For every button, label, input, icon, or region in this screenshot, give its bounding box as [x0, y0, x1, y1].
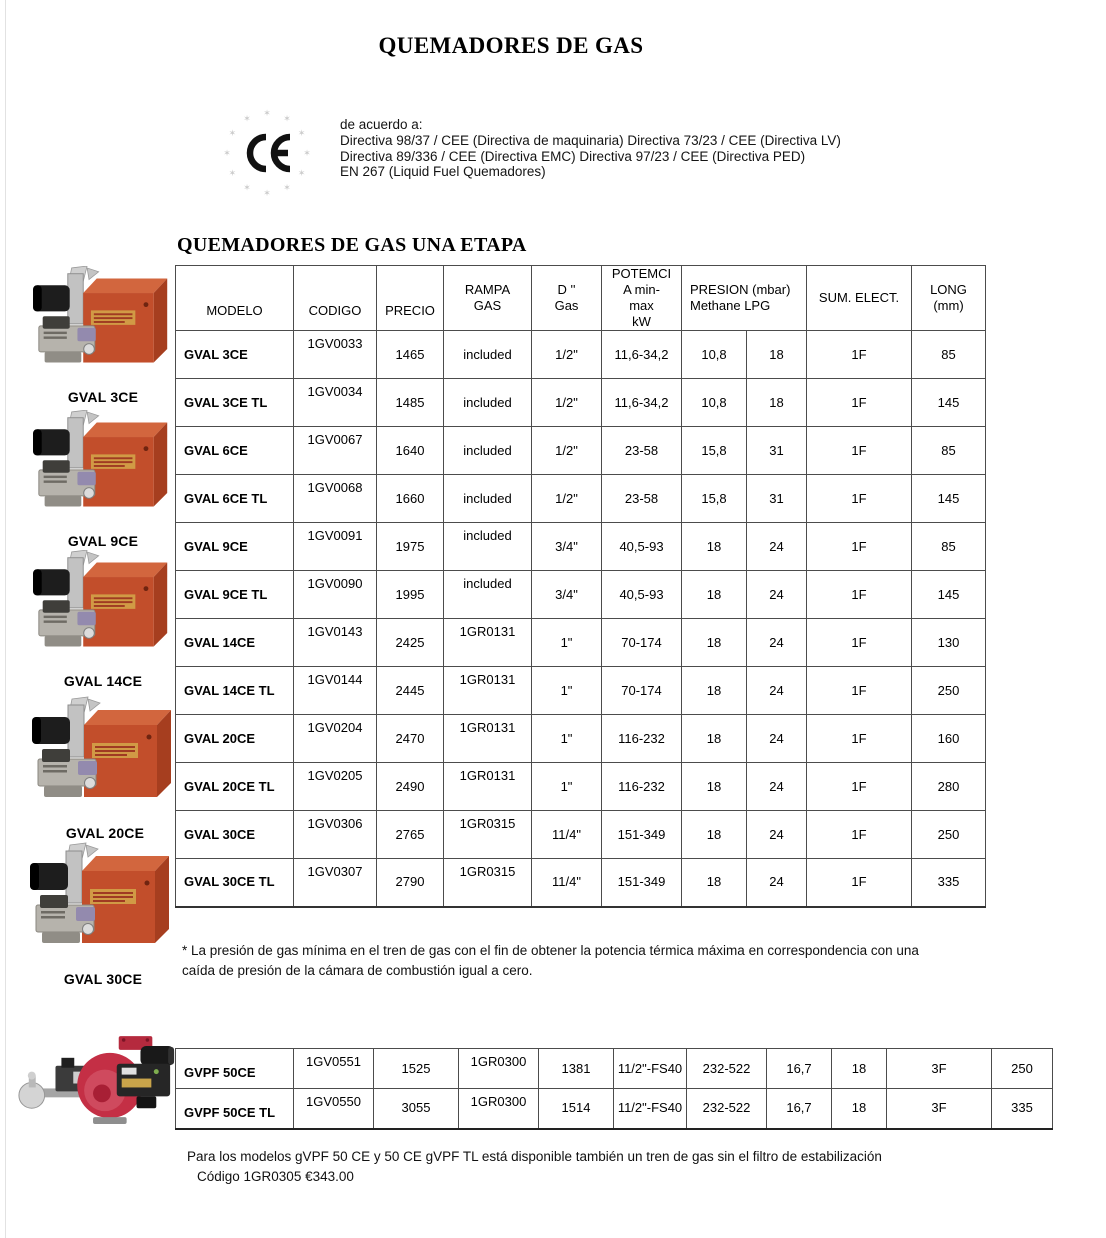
- product-caption: GVAL 20CE: [65, 825, 145, 841]
- ce-mark-icon: [222, 108, 312, 198]
- directives-intro: de acuerdo a:: [340, 117, 423, 132]
- product-figure-gval-3ce: [28, 266, 178, 405]
- cell-codigo: 1GV0551: [294, 1049, 374, 1089]
- cell-presion-lpg: 31: [747, 475, 807, 523]
- cell-precio: 1995: [377, 571, 444, 619]
- bottom-note-line: Código 1GR0305 €343.00: [197, 1169, 354, 1184]
- cell-modelo: GVAL 9CE TL: [176, 571, 294, 619]
- cell-presion-methane: 18: [682, 619, 747, 667]
- cell-codigo: 1GV0204: [294, 715, 377, 763]
- cell-d-gas: 1/2": [532, 331, 602, 379]
- cell-rampa: included: [444, 427, 532, 475]
- cell-long: 160: [912, 715, 986, 763]
- cell-sum-elect: 1F: [807, 763, 912, 811]
- cell-d-gas: 11/4": [532, 811, 602, 859]
- cell-codigo: 1GV0307: [294, 859, 377, 907]
- bottom-note-line: Para los modelos gVPF 50 CE y 50 CE gVPF TL está disponible también un tren de gas sin el filtro de estabilización: [187, 1149, 882, 1164]
- cell-long: 145: [912, 379, 986, 427]
- cell-codigo: 1GV0143: [294, 619, 377, 667]
- cell-precio: 1525: [374, 1049, 459, 1089]
- product-figure-gval-30ce: [28, 842, 178, 987]
- cell-rampa: 1GR0300: [459, 1089, 539, 1129]
- cell-sum-elect: 3F: [887, 1049, 992, 1089]
- cell-presion-methane: 18: [682, 715, 747, 763]
- col-header-rampa-gas: RAMPA GAS: [444, 266, 532, 331]
- cell-rampa: included: [444, 475, 532, 523]
- cell-presion-lpg: 24: [747, 811, 807, 859]
- cell-modelo: GVAL 6CE: [176, 427, 294, 475]
- cell-d-gas: 3/4": [532, 571, 602, 619]
- svg-text:✶: ✶: [223, 149, 231, 159]
- svg-text:✶: ✶: [243, 183, 251, 194]
- col-header-modelo: MODELO: [176, 266, 294, 331]
- footnote: [182, 941, 1097, 981]
- cell-presion-methane: 18: [682, 667, 747, 715]
- cell-presion-lpg: 24: [747, 667, 807, 715]
- cell-long: 145: [912, 571, 986, 619]
- cell-potencia: 40,5-93: [602, 571, 682, 619]
- col-header-d-gas: D '' Gas: [532, 266, 602, 331]
- cell-rampa: 1GR0131: [444, 763, 532, 811]
- cell-rampa: 1GR0131: [444, 619, 532, 667]
- cell-potencia: 70-174: [602, 619, 682, 667]
- product-caption: GVAL 9CE: [67, 533, 139, 549]
- burner-photo-gval-30ce: [28, 842, 178, 959]
- table-row: [176, 523, 986, 571]
- cell-d-gas: 1/2": [532, 475, 602, 523]
- cell-codigo: 1GV0090: [294, 571, 377, 619]
- cell-modelo: GVAL 20CE TL: [176, 763, 294, 811]
- cell-presion-methane: 10,8: [682, 379, 747, 427]
- page-edge-line: [5, 0, 6, 1238]
- cell-modelo: GVAL 30CE: [176, 811, 294, 859]
- cell-rampa: included: [444, 379, 532, 427]
- page-title: QUEMADORES DE GAS: [378, 33, 644, 58]
- section-title: QUEMADORES DE GAS UNA ETAPA: [177, 234, 527, 256]
- product-figure-gval-20ce: [30, 696, 180, 841]
- cell-presion-methane: 15,8: [682, 475, 747, 523]
- col-header-codigo: CODIGO: [294, 266, 377, 331]
- cell-potencia: 40,5-93: [602, 523, 682, 571]
- cell-potencia: 11,6-34,2: [602, 379, 682, 427]
- cell-codigo: 1GV0550: [294, 1089, 374, 1129]
- cell-sum-elect: 1F: [807, 427, 912, 475]
- cell-precio: 2490: [377, 763, 444, 811]
- svg-text:✶: ✶: [297, 169, 306, 179]
- col-header-potencia: POTEMCI A min- max kW: [602, 266, 682, 331]
- cell-rampa: 1GR0131: [444, 667, 532, 715]
- cell-presion-lpg: 24: [747, 571, 807, 619]
- cell-d-gas: 11/4": [532, 859, 602, 907]
- cell-presion-methane: 18: [682, 763, 747, 811]
- cell-modelo: GVAL 3CE TL: [176, 379, 294, 427]
- cell-long: 335: [992, 1089, 1053, 1129]
- header-row: [176, 266, 986, 331]
- product-figure-gvpf: [12, 1034, 182, 1138]
- cell-modelo: GVPF 50CE: [176, 1049, 294, 1089]
- cell-codigo: 1GV0144: [294, 667, 377, 715]
- table-row: [176, 715, 986, 763]
- cell-rampa: 1GR0315: [444, 859, 532, 907]
- cell-potencia: 23-58: [602, 475, 682, 523]
- cell-d-gas: 3/4": [532, 523, 602, 571]
- cell-codigo: 1GV0068: [294, 475, 377, 523]
- cell-precio: 1975: [377, 523, 444, 571]
- cell-presion-methane: 15,8: [682, 427, 747, 475]
- cell-rampa: 1GR0315: [444, 811, 532, 859]
- table-row: [176, 427, 986, 475]
- cell-precio: 1485: [377, 379, 444, 427]
- cell-modelo: GVAL 9CE: [176, 523, 294, 571]
- table-row: [176, 379, 986, 427]
- burner-photo-gval-20ce: [30, 696, 180, 813]
- cell-presion-lpg: 24: [747, 715, 807, 763]
- cell-presion-lpg: 24: [747, 523, 807, 571]
- footnote-line: * La presión de gas mínima en el tren de gas con el fin de obtener la potencia térmica máxima en correspondencia con una: [182, 943, 919, 958]
- cell-potencia: 11,6-34,2: [602, 331, 682, 379]
- single-stage-burners-table: [175, 265, 986, 908]
- cell-rampa: included: [444, 331, 532, 379]
- product-caption: GVAL 30CE: [63, 971, 143, 987]
- product-figure-gval-14ce: [28, 550, 178, 689]
- cell-long: 85: [912, 427, 986, 475]
- table-row: [176, 619, 986, 667]
- directives-block: [340, 117, 841, 180]
- cell-rampa: 1GR0131: [444, 715, 532, 763]
- cell-potencia: 1514: [539, 1089, 614, 1129]
- bottom-note: [187, 1147, 1087, 1187]
- directive-line: EN 267 (Liquid Fuel Quemadores): [340, 164, 546, 180]
- cell-long: 335: [912, 859, 986, 907]
- cell-presion-methane: 16,7: [767, 1089, 832, 1129]
- cell-rampa: included: [444, 571, 532, 619]
- burner-photo-gval-14ce: [31, 550, 176, 661]
- cell-d-gas: 1": [532, 715, 602, 763]
- cell-potencia: 70-174: [602, 667, 682, 715]
- cell-potencia: 116-232: [602, 715, 682, 763]
- cell-potencia: 1381: [539, 1049, 614, 1089]
- cell-sum-elect: 1F: [807, 667, 912, 715]
- cell-d-gas: 1": [532, 763, 602, 811]
- directive-line: Directiva 89/336 / CEE (Directiva EMC) Directiva 97/23 / CEE (Directiva PED): [340, 148, 806, 164]
- svg-text:✶: ✶: [303, 149, 311, 159]
- cell-long: 85: [912, 331, 986, 379]
- cell-codigo: 1GV0306: [294, 811, 377, 859]
- product-caption: GVAL 3CE: [67, 389, 139, 405]
- cell-d-gas: 1/2": [532, 379, 602, 427]
- svg-text:✶: ✶: [283, 183, 291, 194]
- cell-long: 250: [912, 811, 986, 859]
- cell-presion-methane: 18: [682, 571, 747, 619]
- directive-line: Directiva 98/37 / CEE (Directiva de maquinaria) Directiva 73/23 / CEE (Directiva LV): [340, 132, 841, 148]
- cell-modelo: GVAL 3CE: [176, 331, 294, 379]
- cell-presion-lpg: 31: [747, 427, 807, 475]
- cell-long: 280: [912, 763, 986, 811]
- cell-long: 85: [912, 523, 986, 571]
- cell-codigo: 1GV0033: [294, 331, 377, 379]
- cell-presion-lpg: 18: [747, 331, 807, 379]
- cell-precio: 2470: [377, 715, 444, 763]
- table-row: [176, 811, 986, 859]
- cell-sum-elect: 1F: [807, 475, 912, 523]
- cell-precio: 2425: [377, 619, 444, 667]
- cell-sum-elect: 1F: [807, 619, 912, 667]
- table-row: [176, 571, 986, 619]
- footnote-line: caída de presión de la cámara de combustión igual a cero.: [182, 963, 533, 978]
- cell-presion: 232-522: [687, 1049, 767, 1089]
- col-header-long: LONG (mm): [912, 266, 986, 331]
- cell-d-gas: 11/2"-FS40: [614, 1049, 687, 1089]
- cell-precio: 2765: [377, 811, 444, 859]
- burner-photo-gvpf: [12, 1034, 180, 1133]
- cell-potencia: 151-349: [602, 859, 682, 907]
- cell-potencia: 151-349: [602, 811, 682, 859]
- cell-modelo: GVAL 14CE TL: [176, 667, 294, 715]
- cell-long: 145: [912, 475, 986, 523]
- cell-sum-elect: 1F: [807, 859, 912, 907]
- cell-presion-methane: 18: [682, 811, 747, 859]
- cell-codigo: 1GV0205: [294, 763, 377, 811]
- cell-presion-lpg: 18: [747, 379, 807, 427]
- svg-text:✶: ✶: [263, 109, 271, 119]
- cell-sum-elect: 1F: [807, 379, 912, 427]
- cell-modelo: GVAL 6CE TL: [176, 475, 294, 523]
- svg-text:✶: ✶: [228, 169, 237, 179]
- cell-presion-methane: 10,8: [682, 331, 747, 379]
- burner-photo-gval-9ce: [31, 410, 176, 521]
- cell-d-gas: 1": [532, 619, 602, 667]
- cell-presion-methane: 18: [682, 523, 747, 571]
- col-header-presion: PRESION (mbar) Methane LPG: [682, 266, 807, 331]
- cell-precio: 1465: [377, 331, 444, 379]
- cell-presion-lpg: 24: [747, 763, 807, 811]
- svg-text:✶: ✶: [228, 129, 237, 139]
- cell-presion-lpg: 18: [832, 1049, 887, 1089]
- cell-d-gas: 1": [532, 667, 602, 715]
- cell-d-gas: 1/2": [532, 427, 602, 475]
- cell-presion-methane: 16,7: [767, 1049, 832, 1089]
- cell-codigo: 1GV0067: [294, 427, 377, 475]
- cell-presion-methane: 18: [682, 859, 747, 907]
- cell-precio: 3055: [374, 1089, 459, 1129]
- cell-potencia: 23-58: [602, 427, 682, 475]
- svg-text:✶: ✶: [283, 114, 291, 125]
- cell-presion-lpg: 24: [747, 619, 807, 667]
- table-row: [176, 331, 986, 379]
- cell-sum-elect: 1F: [807, 571, 912, 619]
- burner-photo-gval-3ce: [31, 266, 176, 377]
- svg-text:✶: ✶: [297, 129, 306, 139]
- table-row: [176, 475, 986, 523]
- col-header-precio: PRECIO: [377, 266, 444, 331]
- cell-sum-elect: 1F: [807, 331, 912, 379]
- cell-sum-elect: 3F: [887, 1089, 992, 1129]
- cell-rampa: 1GR0300: [459, 1049, 539, 1089]
- table-row: [176, 763, 986, 811]
- svg-text:✶: ✶: [243, 114, 251, 125]
- cell-sum-elect: 1F: [807, 811, 912, 859]
- product-figure-gval-9ce: [28, 410, 178, 549]
- cell-rampa: included: [444, 523, 532, 571]
- table-row: [176, 1089, 1053, 1129]
- cell-modelo: GVAL 30CE TL: [176, 859, 294, 907]
- cell-presion-lpg: 24: [747, 859, 807, 907]
- gvpf-burners-table: [175, 1048, 1053, 1130]
- table-row: [176, 859, 986, 907]
- cell-d-gas: 11/2"-FS40: [614, 1089, 687, 1129]
- cell-long: 130: [912, 619, 986, 667]
- cell-presion-lpg: 18: [832, 1089, 887, 1129]
- cell-potencia: 116-232: [602, 763, 682, 811]
- cell-long: 250: [912, 667, 986, 715]
- product-caption: GVAL 14CE: [63, 673, 143, 689]
- cell-codigo: 1GV0034: [294, 379, 377, 427]
- cell-precio: 1640: [377, 427, 444, 475]
- cell-precio: 2790: [377, 859, 444, 907]
- svg-text:✶: ✶: [263, 189, 271, 198]
- cell-modelo: GVAL 20CE: [176, 715, 294, 763]
- cell-presion: 232-522: [687, 1089, 767, 1129]
- cell-modelo: GVAL 14CE: [176, 619, 294, 667]
- cell-sum-elect: 1F: [807, 715, 912, 763]
- table-row: [176, 667, 986, 715]
- cell-modelo: GVPF 50CE TL: [176, 1089, 294, 1129]
- cell-precio: 1660: [377, 475, 444, 523]
- cell-long: 250: [992, 1049, 1053, 1089]
- cell-codigo: 1GV0091: [294, 523, 377, 571]
- cell-sum-elect: 1F: [807, 523, 912, 571]
- table-row: [176, 1049, 1053, 1089]
- cell-precio: 2445: [377, 667, 444, 715]
- col-header-sum-elect: SUM. ELECT.: [807, 266, 912, 331]
